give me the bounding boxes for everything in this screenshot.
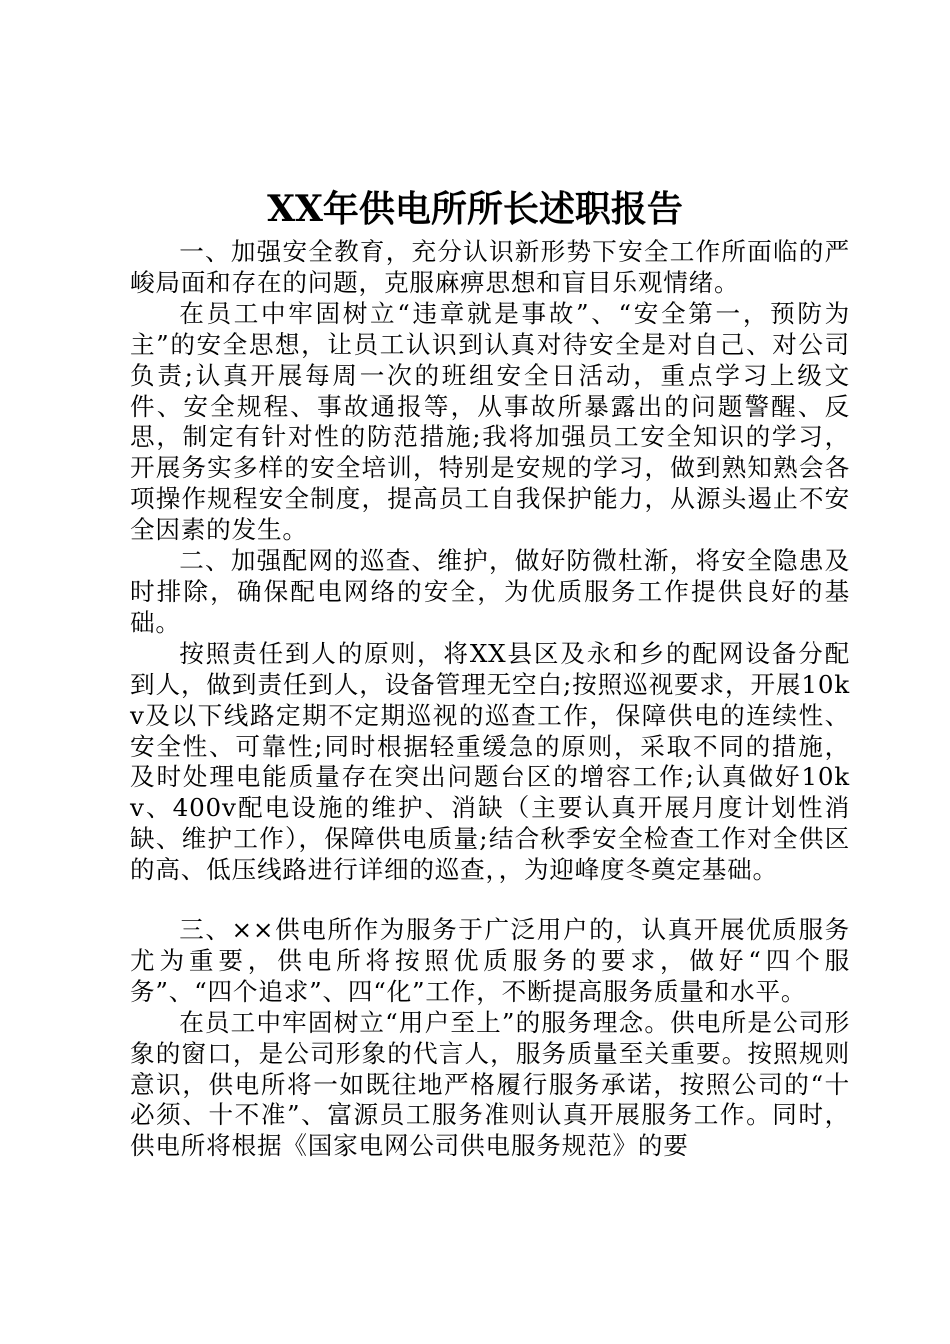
document-body bbox=[130, 237, 850, 1162]
paragraph-4: 按照责任到人的原则，将XX县区及永和乡的配网设备分配到人，做到责任到人，设备管理无空白;按照巡视要求，开展10kv及以下线路定期不定期巡视的巡查工作，保障供电的连续性、安全性、可靠性;同时根据轻重缓急的原则，采取不同的措施，及时处理电能质量存在突出问题台区的增容工作;认真做好10kv、400v配电设施的维护、消缺（主要认真开展月度计划性消缺、维护工作），保障供电质量;结合秋季安全检查工作对全供区的高、低压线路进行详细的巡查，，为迎峰度冬奠定基础。 bbox=[130, 638, 850, 885]
paragraph-6: 在员工中牢固树立“用户至上”的服务理念。供电所是公司形象的窗口，是公司形象的代言人，服务质量至关重要。按照规则意识，供电所将一如既往地严格履行服务承诺，按照公司的“十必须、十不准”、富源员工服务准则认真开展服务工作。同时，供电所将根据《国家电网公司供电服务规范》的要 bbox=[130, 1007, 850, 1161]
paragraph-1: 一、加强安全教育，充分认识新形势下安全工作所面临的严峻局面和存在的问题，克服麻痹思想和盲目乐观情绪。 bbox=[130, 237, 850, 297]
document-title: XX年供电所所长述职报告 bbox=[267, 188, 683, 230]
paragraph-2: 在员工中牢固树立“违章就是事故”、“安全第一，预防为主”的安全思想，让员工认识到认真对待安全是对自己、对公司负责;认真开展每周一次的班组安全日活动，重点学习上级文件、安全规程、事故通报等，从事故所暴露出的问题警醒、反思，制定有针对性的防范措施;我将加强员工安全知识的学习，开展务实多样的安全培训，特别是安规的学习，做到熟知熟会各项操作规程安全制度，提高员工自我保护能力，从源头遏止不安全因素的发生。 bbox=[130, 298, 850, 545]
paragraph-5: 三、××供电所作为服务于广泛用户的，认真开展优质服务尤为重要，供电所将按照优质服务的要求，做好“四个服务”、“四个追求”、四“化”工作，不断提高服务质量和水平。 bbox=[130, 915, 850, 1006]
paragraph-spacer bbox=[130, 886, 850, 915]
paragraph-3: 二、加强配网的巡查、维护，做好防微杜渐，将安全隐患及时排除，确保配电网络的安全，为优质服务工作提供良好的基础。 bbox=[130, 546, 850, 637]
